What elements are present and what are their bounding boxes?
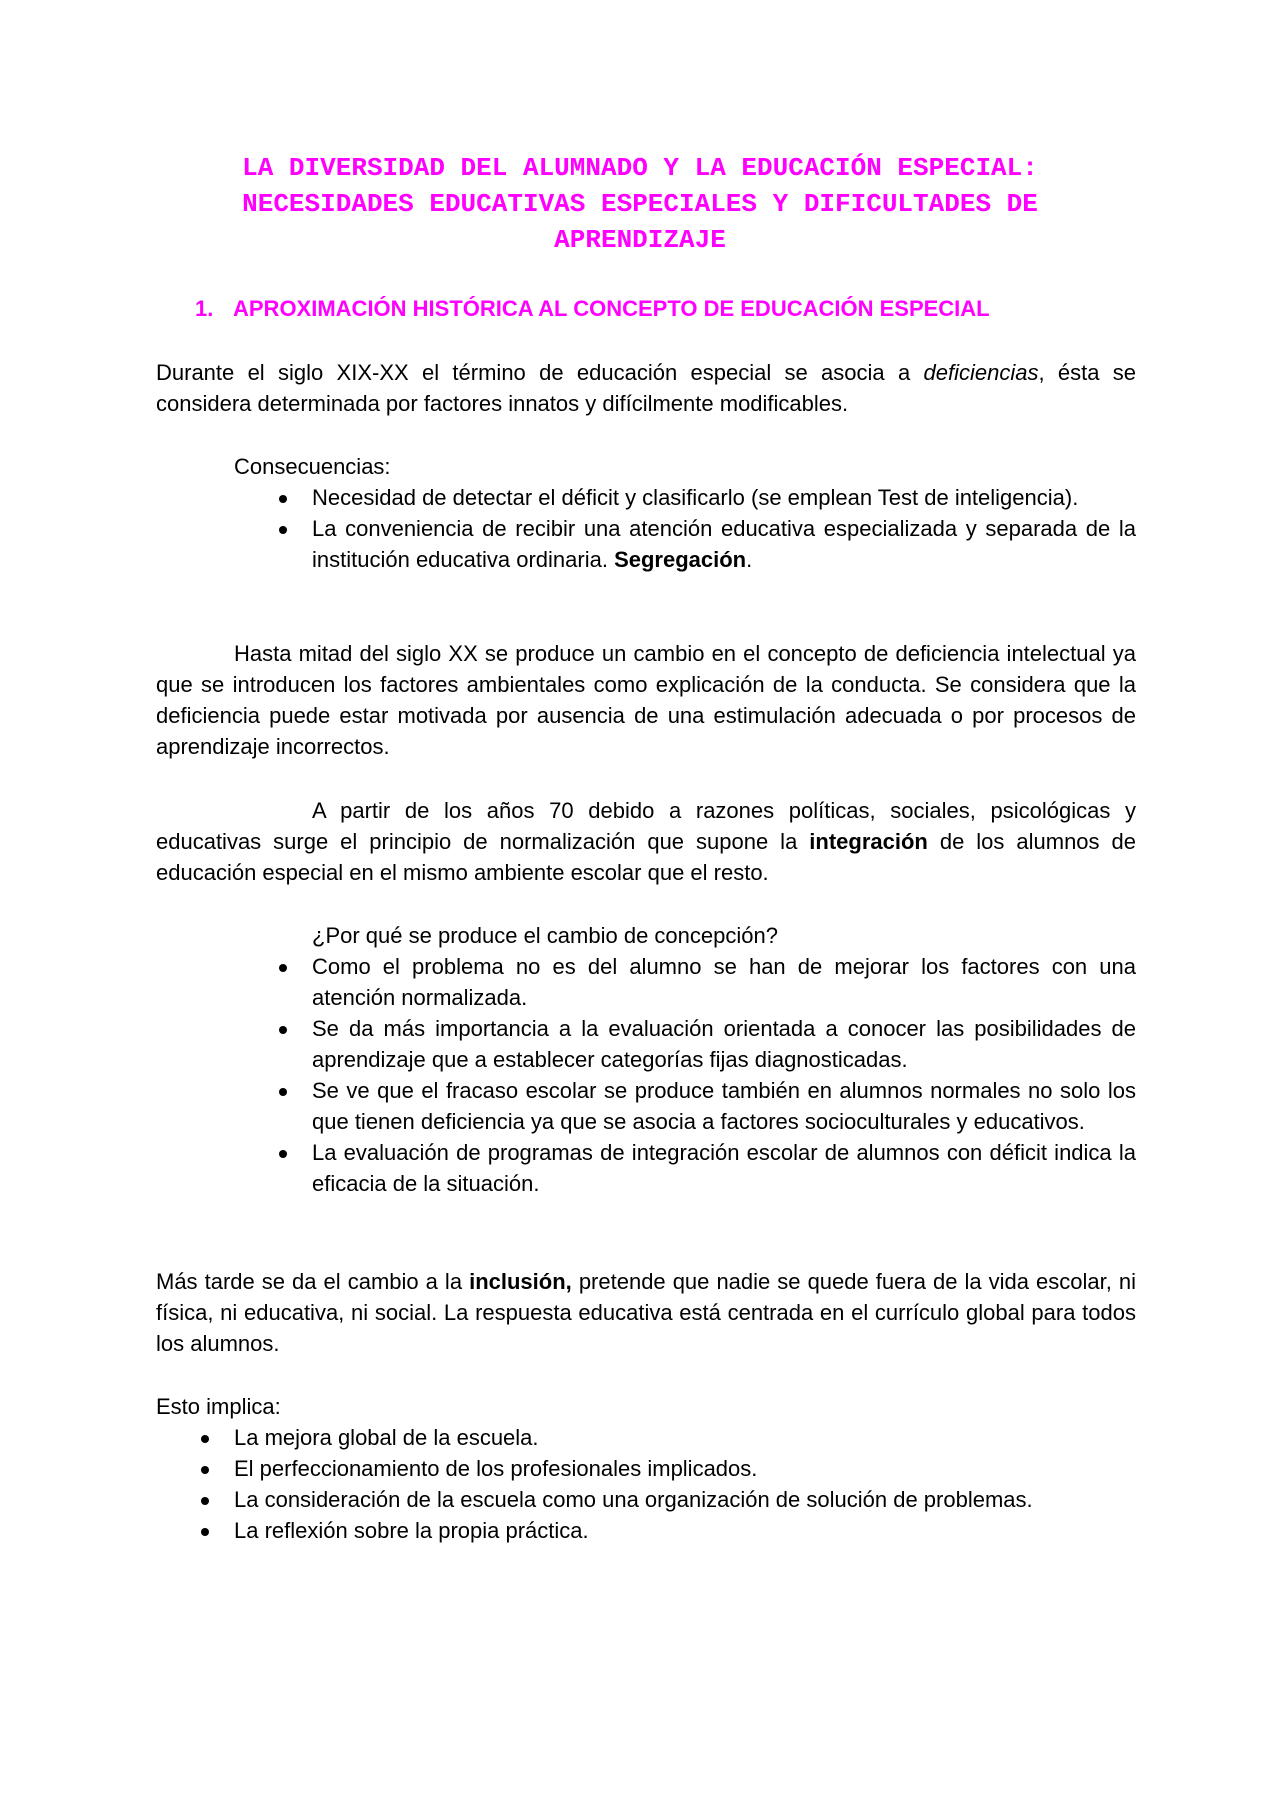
section-title: APROXIMACIÓN HISTÓRICA AL CONCEPTO DE EDUCACIÓN ESPECIAL xyxy=(233,296,990,321)
list-item-end: . xyxy=(746,547,753,572)
consequences-label: Consecuencias: xyxy=(234,454,391,479)
bullet-icon xyxy=(201,1497,209,1505)
bullet-icon xyxy=(201,1528,209,1536)
bullet-icon xyxy=(279,1150,287,1158)
list-item-text: Necesidad de detectar el déficit y clasificarlo (se emplean Test de inteligencia). xyxy=(312,485,1079,510)
implies-block xyxy=(156,1391,1136,1546)
consequences-block xyxy=(156,451,1136,575)
paragraph-3 xyxy=(156,795,1136,888)
list-item-text: Se ve que el fracaso escolar se produce también en alumnos normales no solo los que tienen deficiencia ya que se asocia a factores socioculturales y educativos. xyxy=(312,1078,1136,1134)
section-heading xyxy=(195,294,1095,324)
bullet-icon xyxy=(279,1088,287,1096)
list-item-text: El perfeccionamiento de los profesionales implicados. xyxy=(234,1456,758,1481)
segregacion-bold: Segregación xyxy=(614,547,747,572)
para3-text-a: A partir de los años 70 debido a razones políticas, sociales, psicológicas y educativas surge el principio de normalización que supone la xyxy=(156,798,1136,854)
para1-text-b: , ésta se considera determinada por factores innatos y difícilmente modificables. xyxy=(156,360,1136,416)
title-line-3: APRENDIZAJE xyxy=(554,225,726,255)
list-item xyxy=(312,513,1136,575)
why-block xyxy=(156,920,1136,1199)
paragraph-1 xyxy=(156,357,1136,419)
para4-text-b: pretende que nadie se quede fuera de la vida escolar, ni física, ni educativa, ni social. La respuesta educativa está centrada en el currículo global para todos los alumnos. xyxy=(156,1269,1136,1356)
list-item-text: Se da más importancia a la evaluación orientada a conocer las posibilidades de aprendizaje que a establecer categorías fijas diagnosticadas. xyxy=(312,1016,1136,1072)
why-list xyxy=(156,951,1136,1199)
paragraph-4 xyxy=(156,1266,1136,1359)
implies-label: Esto implica: xyxy=(156,1394,281,1419)
list-item xyxy=(312,1075,1136,1137)
list-item-text: La reflexión sobre la propia práctica. xyxy=(234,1518,589,1543)
bullet-icon xyxy=(279,495,287,503)
integracion-bold: integración xyxy=(809,829,928,854)
bullet-icon xyxy=(279,526,287,534)
paragraph-2 xyxy=(156,638,1136,762)
list-item xyxy=(312,1137,1136,1199)
section-number: 1. xyxy=(195,296,214,321)
list-item xyxy=(234,1422,1136,1453)
para1-text-a: Durante el siglo XIX-XX el término de educación especial se asocia a xyxy=(156,360,924,385)
list-item-text: Como el problema no es del alumno se han de mejorar los factores con una atención normalizada. xyxy=(312,954,1136,1010)
list-item xyxy=(234,1453,1136,1484)
para3-text-b: de los alumnos de educación especial en el mismo ambiente escolar que el resto. xyxy=(156,829,1136,885)
title-line-2: NECESIDADES EDUCATIVAS ESPECIALES Y DIFICULTADES DE xyxy=(242,189,1038,219)
consequences-list xyxy=(156,482,1136,575)
list-item xyxy=(234,1515,1136,1546)
bullet-icon xyxy=(201,1466,209,1474)
para2-text: Hasta mitad del siglo XX se produce un cambio en el concepto de deficiencia intelectual ya que se introducen los factores ambientales como explicación de la conducta. Se considera que la deficiencia puede estar motivada por ausencia de una estimulación adecuada o por procesos de aprendizaje incorrectos. xyxy=(156,641,1136,759)
list-item xyxy=(234,1484,1136,1515)
title-line-1: LA DIVERSIDAD DEL ALUMNADO Y LA EDUCACIÓN ESPECIAL: xyxy=(242,153,1038,183)
bullet-icon xyxy=(279,1026,287,1034)
why-question: ¿Por qué se produce el cambio de concepción? xyxy=(312,923,778,948)
list-item xyxy=(312,951,1136,1013)
list-item-text: La mejora global de la escuela. xyxy=(234,1425,539,1450)
list-item xyxy=(312,482,1136,513)
list-item xyxy=(312,1013,1136,1075)
document-title xyxy=(150,150,1130,258)
list-item-text: La consideración de la escuela como una organización de solución de problemas. xyxy=(234,1487,1033,1512)
inclusion-bold: inclusión, xyxy=(469,1269,572,1294)
bullet-icon xyxy=(201,1435,209,1443)
para4-text-a: Más tarde se da el cambio a la xyxy=(156,1269,470,1294)
para1-emphasis: deficiencias xyxy=(923,360,1039,385)
list-item-text: La evaluación de programas de integración escolar de alumnos con déficit indica la eficacia de la situación. xyxy=(312,1140,1136,1196)
implies-list xyxy=(156,1422,1136,1546)
list-item-text: La conveniencia de recibir una atención educativa especializada y separada de la institución educativa ordinaria. xyxy=(312,516,1136,572)
bullet-icon xyxy=(279,964,287,972)
